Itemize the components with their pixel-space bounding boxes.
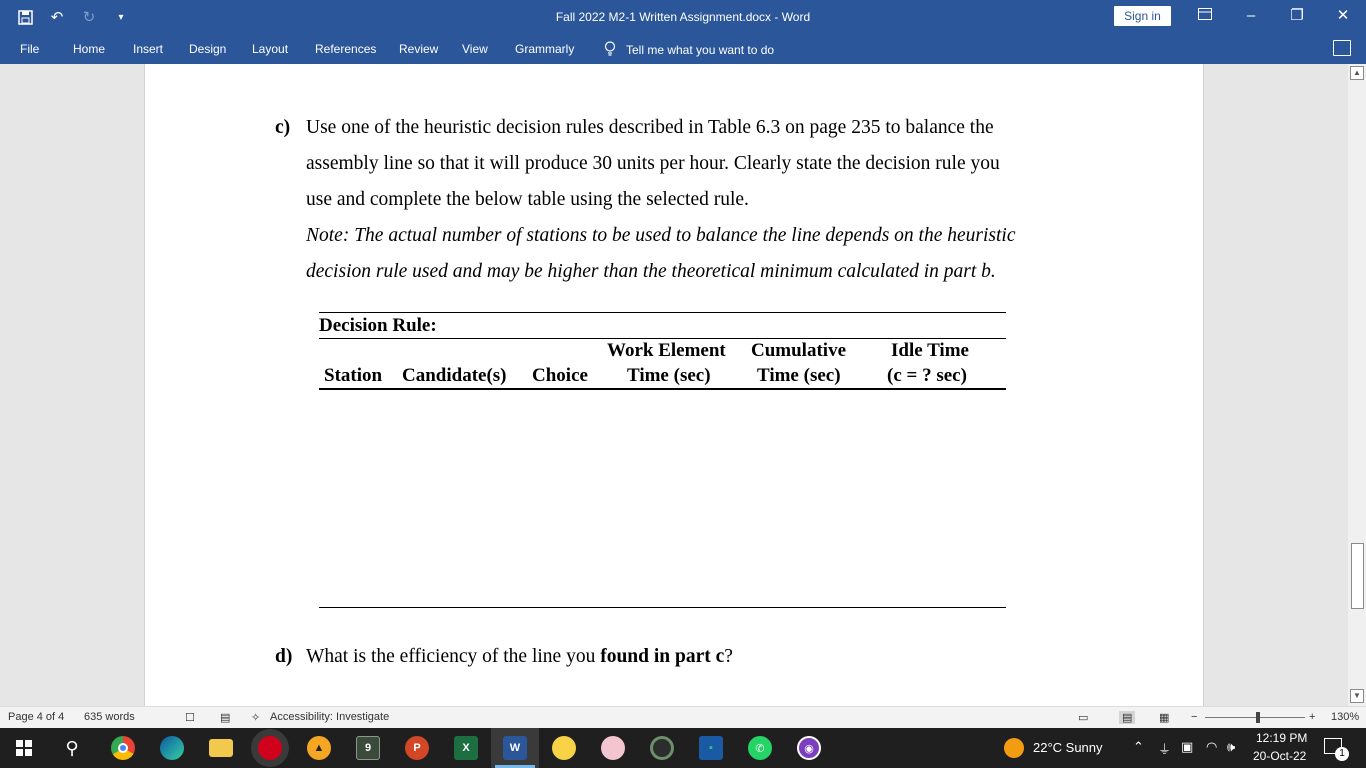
- table-top-rule: [319, 312, 1006, 313]
- table-bottom-rule: [319, 607, 1006, 608]
- page-count[interactable]: Page 4 of 4: [8, 711, 65, 723]
- window-title: Fall 2022 M2-1 Written Assignment.docx - Word: [555, 10, 811, 24]
- part-c-line-3: use and complete the below table using the selected rule.: [306, 189, 749, 210]
- app-flamingo-icon[interactable]: [601, 736, 625, 760]
- sign-in-button[interactable]: Sign in: [1114, 6, 1171, 26]
- part-c-label: c): [275, 117, 291, 138]
- vertical-scrollbar[interactable]: [1348, 64, 1366, 706]
- macro-icon[interactable]: ▤: [220, 712, 231, 724]
- tell-me-search[interactable]: [604, 41, 774, 59]
- save-icon[interactable]: [14, 6, 36, 28]
- ribbon-display-options-icon[interactable]: [1190, 4, 1220, 28]
- excel-icon[interactable]: X: [454, 736, 478, 760]
- zoom-level[interactable]: 130%: [1331, 711, 1360, 723]
- chrome-icon[interactable]: [111, 736, 135, 760]
- header-candidates: Candidate(s): [402, 365, 507, 386]
- app-blue-square-icon[interactable]: ▪: [699, 736, 723, 760]
- header-work-element-2: Time (sec): [627, 365, 711, 386]
- note-line-1: Note: The actual number of stations to be used to balance the line depends on the heuristic: [306, 225, 1016, 246]
- header-cumulative-1: Cumulative: [751, 340, 846, 361]
- part-d-bold: found in part c: [600, 646, 725, 667]
- print-layout-icon[interactable]: ▤: [1119, 711, 1135, 724]
- ribbon-tabs: [0, 34, 1366, 64]
- accessibility-status[interactable]: Accessibility: Investigate: [270, 711, 390, 723]
- part-d-end: ?: [724, 646, 733, 667]
- lightbulb-icon: [604, 41, 616, 59]
- tab-design[interactable]: Design: [189, 42, 227, 56]
- wifi-icon[interactable]: ◠: [1206, 739, 1218, 754]
- minimize-icon[interactable]: –: [1246, 7, 1256, 24]
- edge-icon[interactable]: [160, 736, 184, 760]
- app-purple-icon[interactable]: ◉: [797, 736, 821, 760]
- scroll-thumb[interactable]: [1351, 543, 1364, 609]
- note-line-2: decision rule used and may be higher than the theoretical minimum calculated in part b.: [306, 261, 996, 282]
- zoom-slider[interactable]: [1205, 717, 1305, 718]
- undo-icon[interactable]: ↶: [50, 9, 64, 26]
- file-explorer-icon[interactable]: [209, 739, 233, 757]
- clock-time[interactable]: 12:19 PM: [1256, 731, 1308, 745]
- title-bar: [0, 0, 1366, 34]
- part-d-label: d): [275, 646, 293, 667]
- header-idle-time-1: Idle Time: [891, 340, 969, 361]
- zoom-in-button[interactable]: +: [1309, 711, 1316, 723]
- app-emoji-icon[interactable]: [552, 736, 576, 760]
- part-c-line-2: assembly line so that it will produce 30 units per hour. Clearly state the decision rule you: [306, 153, 1000, 174]
- status-bar: [0, 706, 1366, 728]
- security-icon[interactable]: ▣: [1181, 739, 1194, 754]
- header-idle-time-2: (c = ? sec): [887, 365, 967, 386]
- quick-access-toolbar: [14, 6, 132, 28]
- volume-icon[interactable]: 🕪: [1227, 739, 1236, 754]
- tab-file[interactable]: File: [20, 42, 40, 56]
- tab-references[interactable]: References: [315, 42, 377, 56]
- part-c-line-1: Use one of the heuristic decision rules described in Table 6.3 on page 235 to balance the: [306, 117, 994, 138]
- tell-me-label: Tell me what you want to do: [626, 43, 775, 57]
- zoom-slider-knob[interactable]: [1256, 712, 1260, 723]
- tab-home[interactable]: Home: [73, 42, 106, 56]
- restore-icon[interactable]: ❐: [1290, 7, 1304, 24]
- show-hidden-icons[interactable]: ⌃: [1133, 739, 1144, 754]
- read-mode-icon[interactable]: ▭: [1078, 712, 1089, 724]
- header-cumulative-2: Time (sec): [757, 365, 841, 386]
- header-work-element-1: Work Element: [607, 340, 726, 361]
- app-nine-icon[interactable]: 9: [356, 736, 380, 760]
- zoom-out-button[interactable]: −: [1191, 711, 1198, 723]
- app-camera-icon[interactable]: [650, 736, 674, 760]
- opera-icon[interactable]: [258, 736, 282, 760]
- tab-insert[interactable]: Insert: [133, 42, 164, 56]
- web-layout-icon[interactable]: ▦: [1159, 712, 1170, 724]
- tab-review[interactable]: Review: [399, 42, 439, 56]
- customize-toolbar-icon[interactable]: ▾: [118, 11, 124, 23]
- part-d-text: What is the efficiency of the line you: [306, 646, 601, 667]
- comments-icon[interactable]: [1333, 40, 1351, 56]
- table-header-rule: [319, 388, 1006, 390]
- part-d-question: [306, 646, 733, 668]
- weather-sun-icon[interactable]: [1004, 738, 1024, 758]
- whatsapp-icon[interactable]: ✆: [748, 736, 772, 760]
- document-page[interactable]: [144, 64, 1204, 706]
- close-icon[interactable]: ✕: [1336, 7, 1350, 24]
- scroll-down-icon[interactable]: ▼: [1350, 689, 1364, 703]
- document-workspace: [0, 64, 1348, 706]
- search-icon[interactable]: ⚲: [65, 737, 79, 758]
- taskbar: [0, 728, 1366, 768]
- tab-grammarly[interactable]: Grammarly: [515, 42, 575, 56]
- word-icon[interactable]: W: [503, 736, 527, 760]
- clock-date[interactable]: 20-Oct-22: [1253, 749, 1307, 763]
- windows-start-icon[interactable]: [12, 736, 36, 760]
- scroll-up-icon[interactable]: ▲: [1350, 66, 1364, 80]
- word-count[interactable]: 635 words: [84, 711, 135, 723]
- notification-badge: 1: [1335, 747, 1349, 761]
- tab-layout[interactable]: Layout: [252, 42, 289, 56]
- powerpoint-icon[interactable]: P: [405, 736, 429, 760]
- header-station: Station: [324, 365, 383, 386]
- weather-text[interactable]: 22°C Sunny: [1033, 740, 1103, 755]
- accessibility-icon[interactable]: ✧: [251, 712, 261, 724]
- proofing-icon[interactable]: ☐: [185, 712, 195, 724]
- header-choice: Choice: [532, 365, 588, 386]
- usb-icon[interactable]: ⏚: [1158, 742, 1172, 757]
- decision-rule-label: Decision Rule:: [319, 315, 437, 336]
- table-rule-2: [319, 338, 1006, 339]
- tab-view[interactable]: View: [462, 42, 488, 56]
- redo-icon[interactable]: ↻: [82, 9, 96, 26]
- app-triangle-icon[interactable]: ▲: [307, 736, 331, 760]
